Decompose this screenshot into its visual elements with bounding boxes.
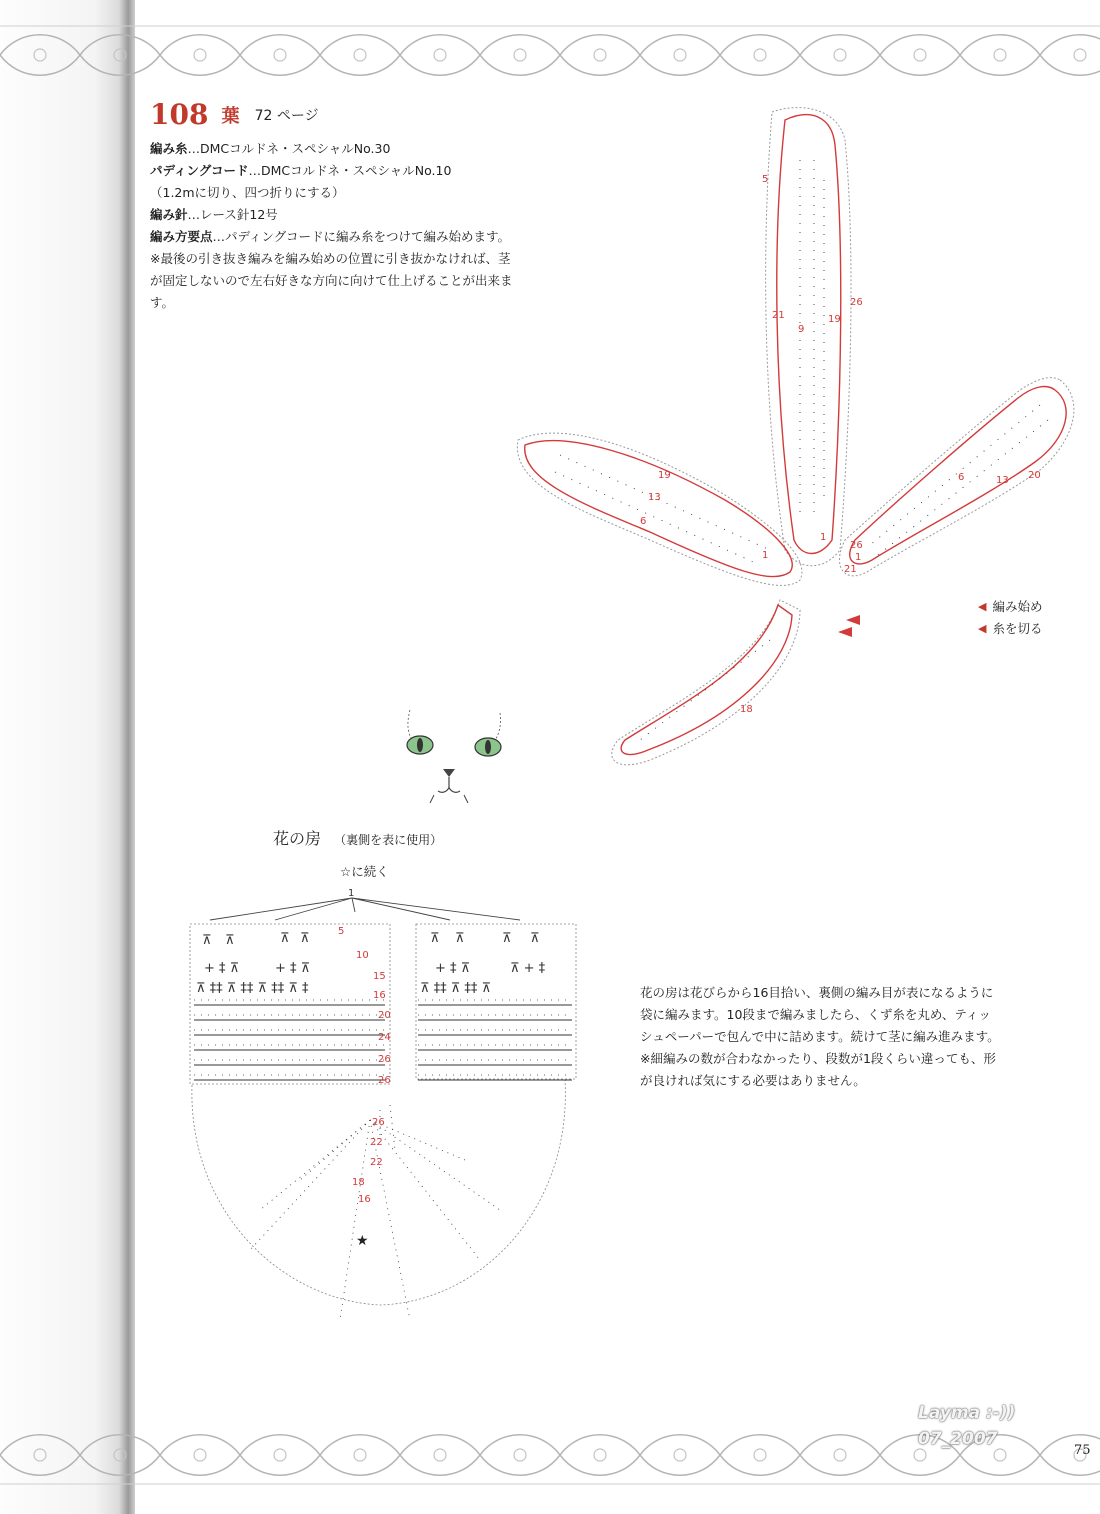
hanabusa-chart [180, 880, 580, 1370]
hanabusa-title: 花の房 [273, 829, 322, 848]
leaf-upper-outline [777, 115, 841, 554]
row-label: 26 [378, 1075, 391, 1086]
leaf-right-label: 20 [1028, 470, 1041, 481]
material-note: ※最後の引き抜き編みを編み始めの位置に引き抜かなければ、茎が固定しないので左右好きな方向に向けて仕上げることが出来ます。 [150, 251, 513, 310]
cat-face-illustration [388, 705, 518, 805]
pattern-title: 葉 [221, 105, 240, 127]
legend-cut: ◀ 糸を切る [978, 618, 1042, 640]
row-label: 5 [338, 926, 345, 937]
leaf-chart [500, 100, 1090, 790]
leaf-left-label: 1 [762, 550, 769, 561]
page-number: 75 [1074, 1443, 1091, 1458]
svg-text:⊼: ⊼ [225, 933, 235, 948]
book-spine [0, 0, 135, 1514]
materials-list [150, 138, 515, 314]
leaf-left-label: 13 [648, 492, 661, 503]
svg-text:⊼ ‡‡ ⊼ ‡‡ ⊼: ⊼ ‡‡ ⊼ ‡‡ ⊼ [420, 981, 492, 996]
svg-text:⊼: ⊼ [280, 931, 290, 946]
svg-text:+ ‡ ⊼: + ‡ ⊼ [204, 961, 240, 976]
triangle-left-icon: ◀ [978, 600, 987, 613]
leaf-right-label: 6 [958, 472, 965, 483]
pattern-number: 108 [150, 98, 209, 131]
triangle-left-icon: ◀ [978, 622, 987, 635]
pattern-page-ref: 72 ページ [254, 107, 319, 124]
center-star: ★ [356, 1233, 369, 1249]
svg-text:⊼: ⊼ [530, 931, 540, 946]
svg-text:⊼: ⊼ [430, 931, 440, 946]
bottom-label: 18 [352, 1177, 365, 1188]
hanabusa-heading [273, 826, 442, 849]
row-label: 1 [348, 888, 355, 899]
leaf-upper-label: 26 [850, 297, 863, 308]
row-label: 20 [378, 1010, 391, 1021]
chart-legend [978, 596, 1042, 640]
svg-text:⊼: ⊼ [300, 931, 310, 946]
hanabusa-description [640, 982, 1000, 1092]
bottom-label: 26 [372, 1117, 385, 1128]
cut-marker [838, 627, 852, 637]
svg-text:⊼: ⊼ [202, 933, 212, 948]
row-label: 24 [378, 1032, 391, 1043]
row-label: 16 [373, 990, 386, 1001]
top-scroll-border [0, 20, 1100, 90]
bottom-label: 22 [370, 1157, 383, 1168]
svg-text:+ ‡ ⊼: + ‡ ⊼ [435, 961, 471, 976]
material-padding-note: （1.2mに切り、四つ折りにする） [150, 185, 345, 200]
leaf-right-label: 21 [844, 564, 857, 575]
hanabusa-subtitle: （裏側を表に使用） [334, 833, 443, 847]
material-yarn: 編み糸…DMCコルドネ・スペシャルNo.30 [150, 141, 391, 156]
continue-note: ☆に続く [340, 864, 389, 879]
svg-text:⊼: ⊼ [502, 931, 512, 946]
leaf-upper-label: 19 [828, 314, 841, 325]
pattern-heading [150, 98, 319, 131]
bottom-label: 22 [370, 1137, 383, 1148]
material-padding-cord: パディングコード…DMCコルドネ・スペシャルNo.10 [150, 163, 452, 178]
leaf-upper-label: 5 [762, 174, 769, 185]
description-note: ※細編みの数が合わなかったり、段数が1段くらい違っても、形が良ければ気にする必要はありません。 [640, 1051, 996, 1088]
svg-text:⊼ + ‡: ⊼ + ‡ [510, 961, 546, 976]
leaf-right-label: 1 [855, 552, 862, 563]
row-label: 26 [378, 1054, 391, 1065]
svg-text:⊼: ⊼ [455, 931, 465, 946]
description-paragraph: 花の房は花びらから16目拾い、裏側の編み目が表になるように袋に編みます。10段まで編みましたら、くず糸を丸め、ティッシュペーパーで包んで中に詰めます。続けて茎に編み進みます。 [640, 985, 1000, 1044]
leaf-left-label: 19 [658, 470, 671, 481]
row-label: 15 [373, 971, 386, 982]
leaf-right-label: 13 [996, 475, 1009, 486]
leaf-upper-label: 1 [820, 532, 827, 543]
material-method: 編み方要点…パディングコードに編み糸をつけて編み始めます。 [150, 229, 511, 244]
leaf-left-label: 6 [640, 516, 647, 527]
row-label: 10 [356, 950, 369, 961]
legend-start: ◀ 編み始め [978, 596, 1042, 618]
start-marker [846, 615, 860, 625]
signature-watermark: Layma :-)) 07_2007 [918, 1403, 1016, 1449]
svg-text:⊼ ‡‡ ⊼ ‡‡ ⊼ ‡‡ ⊼ ‡: ⊼ ‡‡ ⊼ ‡‡ ⊼ ‡‡ ⊼ ‡ [196, 981, 309, 996]
material-needle: 編み針…レース針12号 [150, 207, 278, 222]
svg-text:+ ‡ ⊼: + ‡ ⊼ [275, 961, 311, 976]
leaf-right-label: 26 [850, 540, 863, 551]
bottom-label: 16 [358, 1194, 371, 1205]
leaf-upper-label: 21 [772, 310, 785, 321]
leaf-upper-label: 9 [798, 324, 805, 335]
leaf-stem-label: 18 [740, 704, 753, 715]
